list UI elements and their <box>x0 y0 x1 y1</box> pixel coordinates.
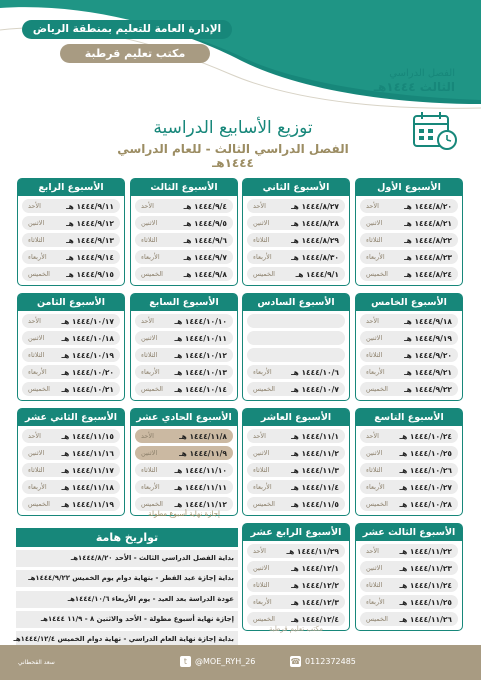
day-name: الاثنين <box>366 219 383 228</box>
week-card <box>242 178 350 286</box>
day-date: ١٤٤٤/٩/٦ هـ <box>183 235 227 245</box>
day-date: ١٤٤٤/١١/١٥ هـ <box>61 431 114 441</box>
day-row <box>135 365 233 379</box>
day-name: الأحد <box>366 317 379 326</box>
day-row <box>135 497 233 511</box>
important-dates-title: تواريخ هامة <box>16 528 238 547</box>
semester-name: الثالث ١٤٤٤هـ <box>373 80 455 94</box>
week-title: الأسبوع الحادي عشر <box>131 409 237 426</box>
day-row <box>22 348 120 362</box>
week-card <box>17 293 125 401</box>
day-date: ١٤٤٤/١٠/٢٨ هـ <box>399 499 452 509</box>
day-date: ١٤٤٤/٩/١ هـ <box>295 269 339 279</box>
day-date: ١٤٤٤/١٠/٢٠ هـ <box>61 367 114 377</box>
day-name: الخميس <box>366 385 388 394</box>
day-name: الاثنين <box>141 449 158 458</box>
day-name: الخميس <box>141 270 163 279</box>
day-row <box>360 382 458 396</box>
day-row <box>135 382 233 396</box>
watermark: مكتب تعليم قرطبة <box>268 625 324 633</box>
authority-label: الإدارة العامة للتعليم بمنطقة الرياض <box>22 20 232 39</box>
day-name: الأربعاء <box>141 253 160 262</box>
week-title: الأسبوع الثاني عشر <box>18 409 124 426</box>
day-date: ١٤٤٤/١١/٢ هـ <box>291 448 339 458</box>
week-title: الأسبوع الثالث <box>131 179 237 196</box>
day-name: الثلاثاء <box>366 236 383 245</box>
day-row <box>135 348 233 362</box>
day-name: الأحد <box>253 432 266 441</box>
day-name: الأربعاء <box>366 483 385 492</box>
day-row <box>360 480 458 494</box>
week-title: الأسبوع السابع <box>131 294 237 311</box>
day-row <box>135 429 233 443</box>
day-row <box>360 561 458 575</box>
day-name: الأربعاء <box>253 483 272 492</box>
day-date: ١٤٤٤/١١/٢٣ هـ <box>399 563 452 573</box>
day-row <box>360 365 458 379</box>
week-title: الأسبوع الأول <box>356 179 462 196</box>
day-row <box>22 216 120 230</box>
day-name: الأربعاء <box>366 368 385 377</box>
day-date: ١٤٤٤/١٠/١٩ هـ <box>61 350 114 360</box>
day-row <box>247 544 345 558</box>
day-row <box>360 612 458 626</box>
day-name: الاثنين <box>366 449 383 458</box>
day-row <box>360 199 458 213</box>
day-name: الثلاثاء <box>366 351 383 360</box>
day-date: ١٤٤٤/٨/٢٢ هـ <box>404 235 452 245</box>
week-title: الأسبوع التاسع <box>356 409 462 426</box>
day-name: الأربعاء <box>253 368 272 377</box>
day-date: ١٤٤٤/١١/١٨ هـ <box>61 482 114 492</box>
week-title: الأسبوع الرابع عشر <box>243 524 349 541</box>
week-card <box>355 293 463 401</box>
day-row <box>247 216 345 230</box>
day-date: ١٤٤٤/٩/١٢ هـ <box>66 218 114 228</box>
day-date: ١٤٤٤/١٠/١٣ هـ <box>174 367 227 377</box>
important-date-item: إجازة نهاية أسبوع مطولة - الأحد والاثنين ٨ - ١١/٩ ١٤٤٤هـ <box>16 611 238 628</box>
day-name: الأحد <box>141 432 154 441</box>
day-row <box>22 463 120 477</box>
day-date: ١٤٤٤/١٢/٣ هـ <box>291 597 339 607</box>
office-label: مكتب تعليم قرطبة <box>60 44 210 63</box>
day-name: الاثنين <box>253 219 270 228</box>
day-name: الثلاثاء <box>141 236 158 245</box>
day-row <box>360 595 458 609</box>
day-date: ١٤٤٤/٩/١٣ هـ <box>66 235 114 245</box>
week-card <box>355 408 463 516</box>
day-name: الأحد <box>253 547 266 556</box>
day-date: ١٤٤٤/١٢/٢ هـ <box>291 580 339 590</box>
week-title: الأسبوع العاشر <box>243 409 349 426</box>
day-name: الأربعاء <box>141 368 160 377</box>
week-card <box>355 523 463 631</box>
week-card <box>242 293 350 401</box>
day-date: ١٤٤٤/١٠/٢١ هـ <box>61 384 114 394</box>
day-row <box>22 446 120 460</box>
day-row <box>247 480 345 494</box>
day-row <box>135 314 233 328</box>
day-date: ١٤٤٤/١٢/١ هـ <box>291 563 339 573</box>
day-name: الأحد <box>366 202 379 211</box>
day-date: ١٤٤٤/١١/١٦ هـ <box>61 448 114 458</box>
day-name: الاثنين <box>28 219 45 228</box>
week-title: الأسبوع السادس <box>243 294 349 311</box>
day-name: الأحد <box>28 202 41 211</box>
day-name: الخميس <box>253 500 275 509</box>
day-date: ١٤٤٤/١٠/٦ هـ <box>291 367 339 377</box>
day-row <box>360 544 458 558</box>
day-date: ١٤٤٤/١٠/٢٤ هـ <box>399 431 452 441</box>
day-row <box>247 429 345 443</box>
day-date: ١٤٤٤/١٠/٧ هـ <box>291 384 339 394</box>
day-row <box>247 250 345 264</box>
day-name: الثلاثاء <box>366 581 383 590</box>
day-row <box>22 233 120 247</box>
day-date: ١٤٤٤/٩/٢١ هـ <box>404 367 452 377</box>
day-date: ١٤٤٤/٨/٢٣ هـ <box>404 252 452 262</box>
day-name: الاثنين <box>253 449 270 458</box>
week-card <box>355 178 463 286</box>
day-row <box>360 578 458 592</box>
day-date: ١٤٤٤/٩/٨ هـ <box>183 269 227 279</box>
day-row <box>247 382 345 396</box>
day-name: الأربعاء <box>28 253 47 262</box>
day-row <box>247 331 345 345</box>
day-name: الثلاثاء <box>253 466 270 475</box>
day-name: الأربعاء <box>28 368 47 377</box>
day-name: الخميس <box>253 270 275 279</box>
week-card <box>130 178 238 286</box>
day-date: ١٤٤٤/١١/١١ هـ <box>174 482 227 492</box>
day-date: ١٤٤٤/٩/٤ هـ <box>183 201 227 211</box>
day-name: الأربعاء <box>366 598 385 607</box>
day-row <box>247 463 345 477</box>
week-card <box>17 178 125 286</box>
page-title <box>103 118 363 170</box>
day-row <box>247 348 345 362</box>
main-title: توزيع الأسابيع الدراسية <box>153 118 313 138</box>
day-row <box>360 233 458 247</box>
day-name: الأربعاء <box>141 483 160 492</box>
week-card <box>242 408 350 516</box>
day-row <box>22 331 120 345</box>
day-row <box>360 497 458 511</box>
day-name: الخميس <box>366 615 388 624</box>
day-date: ١٤٤٤/١١/١٩ هـ <box>61 499 114 509</box>
day-name: الثلاثاء <box>253 581 270 590</box>
day-row <box>360 331 458 345</box>
week-title: الأسبوع الخامس <box>356 294 462 311</box>
day-name: الثلاثاء <box>253 236 270 245</box>
day-name: الخميس <box>366 500 388 509</box>
day-name: الخميس <box>366 270 388 279</box>
week-title: الأسبوع الرابع <box>18 179 124 196</box>
day-row <box>22 250 120 264</box>
week-card <box>130 293 238 401</box>
important-date-item: بداية إجازة نهاية العام الدراسي - نهاية دوام الخميس ١٤٤٤/١٢/٤هـ <box>16 631 238 648</box>
day-row <box>135 216 233 230</box>
day-row <box>360 216 458 230</box>
day-row <box>22 365 120 379</box>
week-card <box>242 523 350 631</box>
day-date: ١٤٤٤/١١/٣ هـ <box>291 465 339 475</box>
day-date: ١٤٤٤/١٠/١٢ هـ <box>174 350 227 360</box>
day-date: ١٤٤٤/١١/١٠ هـ <box>174 465 227 475</box>
day-name: الخميس <box>253 385 275 394</box>
day-row <box>360 463 458 477</box>
day-date: ١٤٤٤/٩/٢٢ هـ <box>404 384 452 394</box>
day-row <box>135 446 233 460</box>
day-date: ١٤٤٤/١١/٢٢ هـ <box>399 546 452 556</box>
important-date-item: بداية إجازة عيد الفطر - بنهاية دوام يوم الخميس ١٤٤٤/٩/٢٢هـ <box>16 570 238 587</box>
day-name: الأحد <box>141 317 154 326</box>
day-name: الثلاثاء <box>28 351 45 360</box>
day-name: الأربعاء <box>28 483 47 492</box>
day-date: ١٤٤٤/١١/٩ هـ <box>179 448 227 458</box>
day-date: ١٤٤٤/١٢/٤ هـ <box>291 614 339 624</box>
day-name: الأحد <box>253 202 266 211</box>
day-row <box>247 314 345 328</box>
twitter-icon: t <box>180 656 191 667</box>
week-title: الأسبوع الثالث عشر <box>356 524 462 541</box>
day-row <box>247 595 345 609</box>
day-date: ١٤٤٤/١٠/١٤ هـ <box>174 384 227 394</box>
day-row <box>135 199 233 213</box>
day-date: ١٤٤٤/٨/٢٩ هـ <box>291 235 339 245</box>
day-row <box>135 480 233 494</box>
day-name: الثلاثاء <box>28 236 45 245</box>
day-date: ١٤٤٤/١٠/١٧ هـ <box>61 316 114 326</box>
day-row <box>22 480 120 494</box>
day-row <box>247 561 345 575</box>
day-name: الأحد <box>28 317 41 326</box>
day-row <box>247 365 345 379</box>
day-date: ١٤٤٤/٨/٢٧ هـ <box>291 201 339 211</box>
day-row <box>247 199 345 213</box>
day-date: ١٤٤٤/١١/٢٥ هـ <box>399 597 452 607</box>
day-name: الخميس <box>253 615 275 624</box>
day-name: الأربعاء <box>366 253 385 262</box>
day-date: ١٤٤٤/٨/٢٤ هـ <box>404 269 452 279</box>
day-row <box>360 267 458 281</box>
day-date: ١٤٤٤/١١/٢٤ هـ <box>399 580 452 590</box>
important-date-item: بداية الفصل الدراسي الثالث - الأحد ١٤٤٤/٨/٢٠هـ <box>16 550 238 567</box>
semester-caption: الفصل الدراسي <box>389 68 455 79</box>
day-name: الخميس <box>141 500 163 509</box>
day-name: الخميس <box>141 385 163 394</box>
day-row <box>247 267 345 281</box>
day-date: ١٤٤٤/٩/١٩ هـ <box>404 333 452 343</box>
day-row <box>360 348 458 362</box>
week-title: الأسبوع الثامن <box>18 294 124 311</box>
day-date: ١٤٤٤/١٠/١١ هـ <box>174 333 227 343</box>
day-date: ١٤٤٤/٩/٢٠ هـ <box>404 350 452 360</box>
day-date: ١٤٤٤/١٠/٢٦ هـ <box>399 465 452 475</box>
day-date: ١٤٤٤/٩/١٤ هـ <box>66 252 114 262</box>
phone-icon: ☎ <box>290 657 301 666</box>
day-row <box>360 446 458 460</box>
day-name: الاثنين <box>141 219 158 228</box>
day-name: الثلاثاء <box>141 351 158 360</box>
day-date: ١٤٤٤/٩/٧ هـ <box>183 252 227 262</box>
day-date: ١٤٤٤/١١/٥ هـ <box>291 499 339 509</box>
week-title: الأسبوع الثاني <box>243 179 349 196</box>
day-row <box>22 429 120 443</box>
day-name: الخميس <box>28 270 50 279</box>
day-date: ١٤٤٤/١١/٢٦ هـ <box>399 614 452 624</box>
day-name: الاثنين <box>28 449 45 458</box>
day-row <box>22 314 120 328</box>
day-row <box>247 578 345 592</box>
day-date: ١٤٤٤/٨/٣٠ هـ <box>291 252 339 262</box>
day-row <box>22 267 120 281</box>
day-date: ١٤٤٤/٨/٢١ هـ <box>404 218 452 228</box>
day-name: الخميس <box>28 385 50 394</box>
day-date: ١٤٤٤/٩/١٥ هـ <box>66 269 114 279</box>
day-date: ١٤٤٤/١١/١٢ هـ <box>174 499 227 509</box>
day-row <box>135 267 233 281</box>
day-row <box>22 199 120 213</box>
day-name: الأحد <box>366 432 379 441</box>
day-name: الاثنين <box>28 334 45 343</box>
day-name: الثلاثاء <box>141 466 158 475</box>
important-date-item: عودة الدراسة بعد العيد - يوم الأربعاء ١٤٤٤/١٠/٦هـ <box>16 591 238 608</box>
day-row <box>360 250 458 264</box>
day-name: الثلاثاء <box>366 466 383 475</box>
day-date: ١٤٤٤/٩/١٨ هـ <box>404 316 452 326</box>
day-name: الاثنين <box>366 334 383 343</box>
sub-title: الفصل الدراسي الثالث - للعام الدراسي ١٤٤٤هـ <box>117 142 349 170</box>
day-row <box>135 463 233 477</box>
day-name: الخميس <box>28 500 50 509</box>
twitter-handle: @MOE_RYH_26 <box>195 657 256 666</box>
day-date: ١٤٤٤/١١/١٧ هـ <box>61 465 114 475</box>
day-date: ١٤٤٤/١٠/١٠ هـ <box>174 316 227 326</box>
day-name: الأربعاء <box>253 598 272 607</box>
day-row <box>247 497 345 511</box>
day-date: ١٤٤٤/٩/٥ هـ <box>183 218 227 228</box>
day-date: ١٤٤٤/٨/٢٠ هـ <box>404 201 452 211</box>
day-date: ١٤٤٤/١٠/١٨ هـ <box>61 333 114 343</box>
footer-bar <box>0 645 481 680</box>
day-date: ١٤٤٤/١١/٤ هـ <box>291 482 339 492</box>
day-date: ١٤٤٤/١١/٨ هـ <box>179 431 227 441</box>
calendar-icon <box>412 110 458 152</box>
day-row <box>22 497 120 511</box>
day-row <box>135 331 233 345</box>
day-name: الأربعاء <box>253 253 272 262</box>
phone-number: 0112372485 <box>305 657 356 666</box>
day-name: الأحد <box>366 547 379 556</box>
day-row <box>135 250 233 264</box>
day-date: ١٤٤٤/١١/١ هـ <box>291 431 339 441</box>
day-date: ١٤٤٤/٩/١١ هـ <box>66 201 114 211</box>
day-name: الاثنين <box>141 334 158 343</box>
day-date: ١٤٤٤/١٠/٢٥ هـ <box>399 448 452 458</box>
day-name: الأحد <box>141 202 154 211</box>
day-row <box>247 612 345 626</box>
signature: سعد القحطاني <box>18 659 55 666</box>
day-date: ١٤٤٤/٨/٢٨ هـ <box>291 218 339 228</box>
day-row <box>247 233 345 247</box>
important-dates-panel <box>13 528 238 648</box>
day-row <box>360 314 458 328</box>
day-name: الاثنين <box>366 564 383 573</box>
semester-label <box>374 68 455 94</box>
day-row <box>247 446 345 460</box>
day-row <box>360 429 458 443</box>
week-card <box>130 408 238 516</box>
long-weekend-note: إجازة نهاية أسبوع مطولة <box>148 510 220 518</box>
day-date: ١٤٤٤/١١/٢٩ هـ <box>286 546 339 556</box>
week-card <box>17 408 125 516</box>
day-name: الاثنين <box>253 564 270 573</box>
day-name: الثلاثاء <box>28 466 45 475</box>
day-date: ١٤٤٤/١٠/٢٧ هـ <box>399 482 452 492</box>
day-row <box>135 233 233 247</box>
day-row <box>22 382 120 396</box>
day-name: الأحد <box>28 432 41 441</box>
